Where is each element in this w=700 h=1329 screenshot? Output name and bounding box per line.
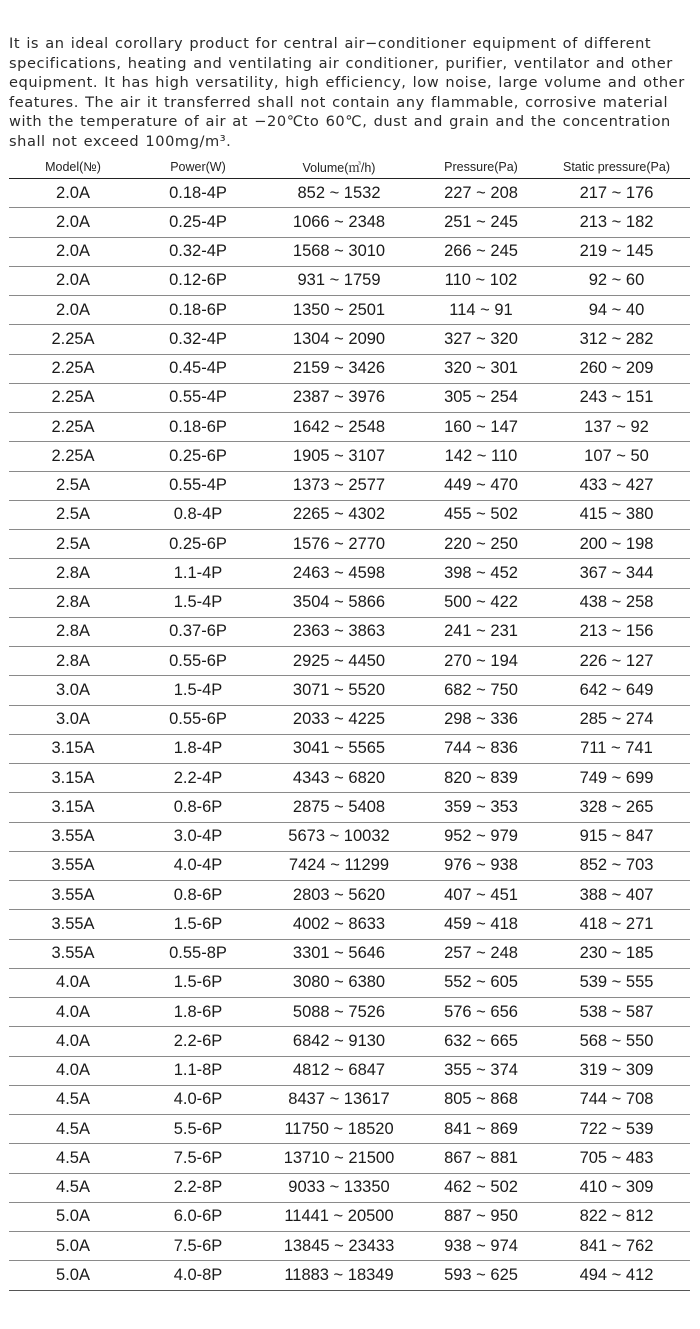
- cell-model: 2.8A: [9, 588, 137, 617]
- cell-static-pressure: 213 ~ 182: [543, 208, 690, 237]
- table-row: [9, 822, 690, 851]
- table-row: [9, 559, 690, 588]
- column-header-model: Model(№): [9, 156, 137, 179]
- cell-volume: 11441 ~ 20500: [259, 1202, 419, 1231]
- cell-power: 7.5-6P: [137, 1232, 259, 1261]
- fan-spec-table: [9, 156, 690, 1291]
- cell-power: 2.2-8P: [137, 1173, 259, 1202]
- cell-model: 3.55A: [9, 851, 137, 880]
- cell-model: 4.0A: [9, 1056, 137, 1085]
- cell-pressure: 320 ~ 301: [419, 354, 543, 383]
- cell-pressure: 227 ~ 208: [419, 179, 543, 208]
- cell-pressure: 355 ~ 374: [419, 1056, 543, 1085]
- cell-pressure: 114 ~ 91: [419, 296, 543, 325]
- cell-model: 2.5A: [9, 471, 137, 500]
- cell-pressure: 593 ~ 625: [419, 1261, 543, 1290]
- cell-model: 4.0A: [9, 998, 137, 1027]
- cell-pressure: 867 ~ 881: [419, 1144, 543, 1173]
- cell-model: 3.0A: [9, 676, 137, 705]
- table-row: [9, 617, 690, 646]
- cell-pressure: 266 ~ 245: [419, 237, 543, 266]
- cell-power: 4.0-4P: [137, 851, 259, 880]
- cell-pressure: 220 ~ 250: [419, 530, 543, 559]
- cell-volume: 3504 ~ 5866: [259, 588, 419, 617]
- cell-model: 3.0A: [9, 705, 137, 734]
- cell-volume: 3041 ~ 5565: [259, 734, 419, 763]
- cell-static-pressure: 213 ~ 156: [543, 617, 690, 646]
- intro-paragraph: It is an ideal corollary product for central air−conditioner equipment of different specifications, heating and ventilating air conditioner, purifier, ventilator and other equipment. It has high versatility, high efficiency, low noise, large volume and other features. The air it transferred shall not contain any flammable, corrosive material with the temperature of air at −20℃to 60℃, dust and grain and the concentration shall not exceed 100mg/m³.: [9, 35, 685, 150]
- cell-static-pressure: 539 ~ 555: [543, 968, 690, 997]
- cell-model: 4.5A: [9, 1115, 137, 1144]
- cell-volume: 1568 ~ 3010: [259, 237, 419, 266]
- cell-volume: 13845 ~ 23433: [259, 1232, 419, 1261]
- cell-volume: 11750 ~ 18520: [259, 1115, 419, 1144]
- cell-power: 0.18-6P: [137, 413, 259, 442]
- cell-volume: 7424 ~ 11299: [259, 851, 419, 880]
- cell-model: 4.5A: [9, 1173, 137, 1202]
- table-row: [9, 383, 690, 412]
- cell-model: 2.25A: [9, 383, 137, 412]
- cell-model: 3.55A: [9, 822, 137, 851]
- column-header-power: Power(W): [137, 156, 259, 179]
- cell-static-pressure: 822 ~ 812: [543, 1202, 690, 1231]
- cell-power: 0.25-6P: [137, 530, 259, 559]
- cell-volume: 2265 ~ 4302: [259, 500, 419, 529]
- cell-static-pressure: 410 ~ 309: [543, 1173, 690, 1202]
- cell-static-pressure: 749 ~ 699: [543, 764, 690, 793]
- cell-volume: 5088 ~ 7526: [259, 998, 419, 1027]
- cell-power: 0.55-4P: [137, 471, 259, 500]
- cell-model: 5.0A: [9, 1232, 137, 1261]
- cell-power: 0.55-4P: [137, 383, 259, 412]
- cell-volume: 2387 ~ 3976: [259, 383, 419, 412]
- cell-static-pressure: 711 ~ 741: [543, 734, 690, 763]
- cell-power: 1.8-4P: [137, 734, 259, 763]
- cell-static-pressure: 319 ~ 309: [543, 1056, 690, 1085]
- column-header-volume: Volume(㎥/h): [259, 156, 419, 179]
- table-row: [9, 968, 690, 997]
- cell-pressure: 820 ~ 839: [419, 764, 543, 793]
- cell-volume: 1350 ~ 2501: [259, 296, 419, 325]
- cell-power: 0.37-6P: [137, 617, 259, 646]
- cell-static-pressure: 418 ~ 271: [543, 910, 690, 939]
- cell-pressure: 938 ~ 974: [419, 1232, 543, 1261]
- cell-model: 5.0A: [9, 1202, 137, 1231]
- cell-power: 1.5-6P: [137, 968, 259, 997]
- cell-power: 2.2-4P: [137, 764, 259, 793]
- cell-power: 0.8-6P: [137, 793, 259, 822]
- cell-static-pressure: 312 ~ 282: [543, 325, 690, 354]
- table-row: [9, 208, 690, 237]
- table-row: [9, 1173, 690, 1202]
- cell-pressure: 298 ~ 336: [419, 705, 543, 734]
- cell-model: 2.8A: [9, 559, 137, 588]
- cell-model: 3.55A: [9, 939, 137, 968]
- cell-model: 2.8A: [9, 647, 137, 676]
- cell-model: 4.5A: [9, 1144, 137, 1173]
- cell-static-pressure: 260 ~ 209: [543, 354, 690, 383]
- cell-power: 0.25-6P: [137, 442, 259, 471]
- cell-pressure: 976 ~ 938: [419, 851, 543, 880]
- cell-pressure: 462 ~ 502: [419, 1173, 543, 1202]
- cell-volume: 852 ~ 1532: [259, 179, 419, 208]
- cell-power: 1.5-4P: [137, 588, 259, 617]
- cell-model: 3.15A: [9, 764, 137, 793]
- cell-model: 3.55A: [9, 910, 137, 939]
- cell-volume: 8437 ~ 13617: [259, 1085, 419, 1114]
- cell-model: 4.0A: [9, 968, 137, 997]
- cell-static-pressure: 433 ~ 427: [543, 471, 690, 500]
- cell-volume: 2925 ~ 4450: [259, 647, 419, 676]
- cell-volume: 3080 ~ 6380: [259, 968, 419, 997]
- cell-power: 1.5-4P: [137, 676, 259, 705]
- cell-static-pressure: 915 ~ 847: [543, 822, 690, 851]
- cell-model: 4.5A: [9, 1085, 137, 1114]
- cell-volume: 1373 ~ 2577: [259, 471, 419, 500]
- cell-static-pressure: 92 ~ 60: [543, 266, 690, 295]
- cell-volume: 1642 ~ 2548: [259, 413, 419, 442]
- table-row: [9, 530, 690, 559]
- cell-static-pressure: 722 ~ 539: [543, 1115, 690, 1144]
- column-header-static-pressure: Static pressure(Pa): [543, 156, 690, 179]
- cell-pressure: 459 ~ 418: [419, 910, 543, 939]
- cell-volume: 1576 ~ 2770: [259, 530, 419, 559]
- cell-power: 3.0-4P: [137, 822, 259, 851]
- cell-static-pressure: 494 ~ 412: [543, 1261, 690, 1290]
- cell-pressure: 552 ~ 605: [419, 968, 543, 997]
- table-row: [9, 1115, 690, 1144]
- table-row: [9, 354, 690, 383]
- cell-volume: 11883 ~ 18349: [259, 1261, 419, 1290]
- cell-power: 0.8-6P: [137, 881, 259, 910]
- cell-model: 3.55A: [9, 881, 137, 910]
- table-row: [9, 1202, 690, 1231]
- cell-static-pressure: 388 ~ 407: [543, 881, 690, 910]
- cell-pressure: 449 ~ 470: [419, 471, 543, 500]
- cell-static-pressure: 219 ~ 145: [543, 237, 690, 266]
- cell-model: 2.8A: [9, 617, 137, 646]
- header-row: [9, 156, 690, 179]
- cell-model: 2.25A: [9, 442, 137, 471]
- cell-pressure: 500 ~ 422: [419, 588, 543, 617]
- cell-model: 2.0A: [9, 237, 137, 266]
- cell-volume: 5673 ~ 10032: [259, 822, 419, 851]
- table-row: [9, 442, 690, 471]
- cell-power: 0.8-4P: [137, 500, 259, 529]
- table-row: [9, 881, 690, 910]
- cell-power: 0.25-4P: [137, 208, 259, 237]
- cell-volume: 9033 ~ 13350: [259, 1173, 419, 1202]
- table-row: [9, 1232, 690, 1261]
- cell-power: 1.1-8P: [137, 1056, 259, 1085]
- cell-pressure: 682 ~ 750: [419, 676, 543, 705]
- table-row: [9, 1056, 690, 1085]
- cell-pressure: 805 ~ 868: [419, 1085, 543, 1114]
- cell-pressure: 305 ~ 254: [419, 383, 543, 412]
- cell-pressure: 887 ~ 950: [419, 1202, 543, 1231]
- cell-static-pressure: 852 ~ 703: [543, 851, 690, 880]
- cell-static-pressure: 415 ~ 380: [543, 500, 690, 529]
- cell-volume: 3301 ~ 5646: [259, 939, 419, 968]
- cell-static-pressure: 243 ~ 151: [543, 383, 690, 412]
- cell-model: 2.25A: [9, 354, 137, 383]
- table-row: [9, 266, 690, 295]
- cell-model: 2.25A: [9, 325, 137, 354]
- cell-volume: 13710 ~ 21500: [259, 1144, 419, 1173]
- table-row: [9, 647, 690, 676]
- table-row: [9, 734, 690, 763]
- cell-volume: 2803 ~ 5620: [259, 881, 419, 910]
- table-row: [9, 851, 690, 880]
- cell-static-pressure: 642 ~ 649: [543, 676, 690, 705]
- table-row: [9, 413, 690, 442]
- table-row: [9, 471, 690, 500]
- cell-static-pressure: 705 ~ 483: [543, 1144, 690, 1173]
- cell-pressure: 398 ~ 452: [419, 559, 543, 588]
- cell-volume: 4812 ~ 6847: [259, 1056, 419, 1085]
- cell-power: 0.55-6P: [137, 647, 259, 676]
- cell-power: 0.32-4P: [137, 325, 259, 354]
- cell-pressure: 257 ~ 248: [419, 939, 543, 968]
- cell-pressure: 455 ~ 502: [419, 500, 543, 529]
- table-row: [9, 676, 690, 705]
- table-row: [9, 588, 690, 617]
- cell-power: 0.55-8P: [137, 939, 259, 968]
- cell-power: 0.18-4P: [137, 179, 259, 208]
- cell-volume: 3071 ~ 5520: [259, 676, 419, 705]
- cell-model: 2.5A: [9, 530, 137, 559]
- cell-volume: 6842 ~ 9130: [259, 1027, 419, 1056]
- cell-pressure: 407 ~ 451: [419, 881, 543, 910]
- table-row: [9, 1144, 690, 1173]
- table-row: [9, 1085, 690, 1114]
- cell-power: 0.45-4P: [137, 354, 259, 383]
- cell-model: 2.0A: [9, 208, 137, 237]
- cell-volume: 4002 ~ 8633: [259, 910, 419, 939]
- cell-static-pressure: 226 ~ 127: [543, 647, 690, 676]
- cell-pressure: 110 ~ 102: [419, 266, 543, 295]
- cell-model: 3.15A: [9, 793, 137, 822]
- cell-power: 0.12-6P: [137, 266, 259, 295]
- cell-power: 4.0-6P: [137, 1085, 259, 1114]
- cell-static-pressure: 438 ~ 258: [543, 588, 690, 617]
- cell-static-pressure: 94 ~ 40: [543, 296, 690, 325]
- cell-pressure: 327 ~ 320: [419, 325, 543, 354]
- cell-power: 7.5-6P: [137, 1144, 259, 1173]
- cell-volume: 1066 ~ 2348: [259, 208, 419, 237]
- cell-static-pressure: 538 ~ 587: [543, 998, 690, 1027]
- table-header: [9, 156, 690, 179]
- table-row: [9, 1261, 690, 1290]
- cell-pressure: 841 ~ 869: [419, 1115, 543, 1144]
- cell-volume: 2363 ~ 3863: [259, 617, 419, 646]
- cell-pressure: 270 ~ 194: [419, 647, 543, 676]
- cell-power: 0.32-4P: [137, 237, 259, 266]
- cell-volume: 4343 ~ 6820: [259, 764, 419, 793]
- cell-power: 5.5-6P: [137, 1115, 259, 1144]
- cell-static-pressure: 230 ~ 185: [543, 939, 690, 968]
- table-row: [9, 764, 690, 793]
- cell-power: 0.55-6P: [137, 705, 259, 734]
- table-row: [9, 998, 690, 1027]
- cell-volume: 2875 ~ 5408: [259, 793, 419, 822]
- cell-pressure: 359 ~ 353: [419, 793, 543, 822]
- cell-model: 2.25A: [9, 413, 137, 442]
- cell-volume: 2033 ~ 4225: [259, 705, 419, 734]
- cell-static-pressure: 744 ~ 708: [543, 1085, 690, 1114]
- cell-static-pressure: 568 ~ 550: [543, 1027, 690, 1056]
- cell-static-pressure: 328 ~ 265: [543, 793, 690, 822]
- cell-model: 2.0A: [9, 179, 137, 208]
- cell-power: 0.18-6P: [137, 296, 259, 325]
- table-row: [9, 179, 690, 208]
- cell-model: 2.5A: [9, 500, 137, 529]
- cell-power: 1.5-6P: [137, 910, 259, 939]
- cell-static-pressure: 217 ~ 176: [543, 179, 690, 208]
- cell-volume: 1304 ~ 2090: [259, 325, 419, 354]
- cell-pressure: 952 ~ 979: [419, 822, 543, 851]
- cell-static-pressure: 200 ~ 198: [543, 530, 690, 559]
- cell-static-pressure: 285 ~ 274: [543, 705, 690, 734]
- table-row: [9, 325, 690, 354]
- cell-power: 1.1-4P: [137, 559, 259, 588]
- cell-pressure: 160 ~ 147: [419, 413, 543, 442]
- table-row: [9, 793, 690, 822]
- cell-model: 3.15A: [9, 734, 137, 763]
- cell-pressure: 142 ~ 110: [419, 442, 543, 471]
- table-body: [9, 179, 690, 1291]
- column-header-pressure: Pressure(Pa): [419, 156, 543, 179]
- cell-power: 4.0-8P: [137, 1261, 259, 1290]
- cell-static-pressure: 107 ~ 50: [543, 442, 690, 471]
- cell-model: 2.0A: [9, 266, 137, 295]
- table-row: [9, 296, 690, 325]
- cell-volume: 931 ~ 1759: [259, 266, 419, 295]
- cell-pressure: 744 ~ 836: [419, 734, 543, 763]
- cell-static-pressure: 137 ~ 92: [543, 413, 690, 442]
- cell-pressure: 251 ~ 245: [419, 208, 543, 237]
- cell-pressure: 576 ~ 656: [419, 998, 543, 1027]
- cell-model: 5.0A: [9, 1261, 137, 1290]
- table-row: [9, 705, 690, 734]
- cell-power: 1.8-6P: [137, 998, 259, 1027]
- cell-power: 2.2-6P: [137, 1027, 259, 1056]
- cell-model: 4.0A: [9, 1027, 137, 1056]
- cell-volume: 2159 ~ 3426: [259, 354, 419, 383]
- cell-static-pressure: 841 ~ 762: [543, 1232, 690, 1261]
- cell-pressure: 241 ~ 231: [419, 617, 543, 646]
- table-row: [9, 910, 690, 939]
- cell-volume: 2463 ~ 4598: [259, 559, 419, 588]
- cell-model: 2.0A: [9, 296, 137, 325]
- cell-power: 6.0-6P: [137, 1202, 259, 1231]
- cell-pressure: 632 ~ 665: [419, 1027, 543, 1056]
- cell-static-pressure: 367 ~ 344: [543, 559, 690, 588]
- table-row: [9, 500, 690, 529]
- table-row: [9, 237, 690, 266]
- table-row: [9, 1027, 690, 1056]
- cell-volume: 1905 ~ 3107: [259, 442, 419, 471]
- table-row: [9, 939, 690, 968]
